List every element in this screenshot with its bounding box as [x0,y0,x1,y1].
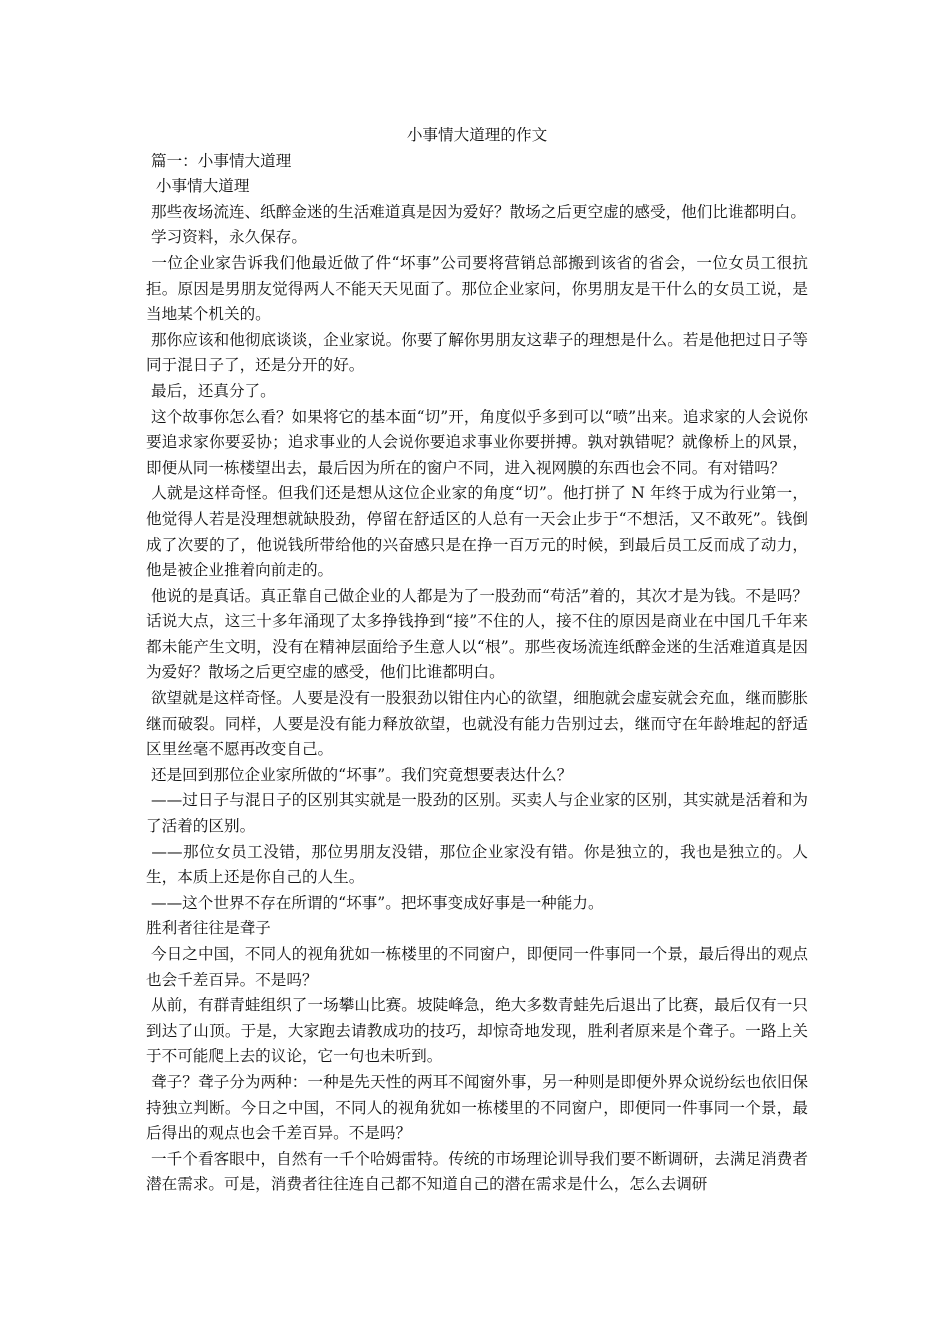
paragraph: 今日之中国，不同人的视角犹如一栋楼里的不同窗户，即便同一件事同一个景，最后得出的观点也会千差百异。不是吗？ [146,945,808,989]
paragraph: 这个故事你怎么看？如果将它的基本面“切”开，角度似乎多到可以“喷”出来。追求家的人会说你要追求家你要妥协；追求事业的人会说你要追求事业你要拼搏。孰对孰错呢？就像桥上的风景，即便从同一栋楼望出去，最后因为所在的窗户不同，进入视网膜的东西也会不同。有对错吗？ [146,407,808,477]
paragraph: 从前，有群青蛙组织了一场攀山比赛。坡陡峰急，绝大多数青蛙先后退出了比赛，最后仅有一只到达了山顶。于是，大家跑去请教成功的技巧，却惊奇地发现，胜利者原来是个聋子。一路上关于不可能爬上去的议论，它一句也未听到。 [146,996,808,1066]
paragraph: 学习资料，永久保存。 [146,228,307,247]
document-body [146,123,808,1198]
paragraph: 他说的是真话。真正靠自己做企业的人都是为了一股劲而“苟活”着的，其次才是为钱。不是吗？话说大点，这三十多年涌现了太多挣钱挣到“接”不住的人，接不住的原因是商业在中国几千年来都未能产生文明，没有在精神层面给予生意人以“根”。那些夜场流连纸醉金迷的生活难道真是因为爱好？散场之后更空虚的感受，他们比谁都明白。 [146,586,808,682]
paragraph: 人就是这样奇怪。但我们还是想从这位企业家的角度“切”。他打拼了 N 年终于成为行业第一，他觉得人若是没理想就缺股劲，停留在舒适区的人总有一天会止步于“不想活，又不敢死”。钱倒成了次要的了，他说钱所带给他的兴奋感只是在挣一百万元的时候，到最后员工反而成了动力，他是被企业推着向前走的。 [146,484,808,580]
paragraph: 小事情大道理 [146,177,250,196]
paragraph: 那你应该和他彻底谈谈，企业家说。你要了解你男朋友这辈子的理想是什么。若是他把过日子等同于混日子了，还是分开的好。 [146,330,808,375]
paragraph: 欲望就是这样奇怪。人要是没有一股狠劲以钳住内心的欲望，细胞就会虚妄就会充血，继而膨胀继而破裂。同样，人要是没有能力释放欲望，也就没有能力告别过去，继而守在年龄堆起的舒适区里丝毫不愿再改变自己。 [146,689,808,759]
paragraph: ——过日子与混日子的区别其实就是一股劲的区别。买卖人与企业家的区别，其实就是活着和为了活着的区别。 [146,791,808,836]
paragraph: 还是回到那位企业家所做的“坏事”。我们究竟想要表达什么？ [146,765,573,784]
paragraph: 一位企业家告诉我们他最近做了件“坏事”公司要将营销总部搬到该省的省会，一位女员工很抗拒。原因是男朋友觉得两人不能天天见面了。那位企业家问，你男朋友是干什么的女员工说，是当地某个机关的。 [146,253,808,324]
paragraph: 篇一：小事情大道理 [146,151,292,170]
paragraph: 最后，还真分了。 [146,381,276,400]
paragraph: 聋子？聋子分为两种：一种是先天性的两耳不闻窗外事，另一种则是即便外界众说纷纭也依旧保持独立判断。今日之中国，不同人的视角犹如一栋楼里的不同窗户，即便同一件事同一个景，最后得出的观点也会千差百异。不是吗？ [146,1072,808,1143]
paragraph: ——那位女员工没错，那位男朋友没错，那位企业家没有错。你是独立的，我也是独立的。人生，本质上还是你自己的人生。 [146,842,808,887]
paragraph: 一千个看客眼中，自然有一千个哈姆雷特。传统的市场理论训导我们要不断调研，去满足消费者潜在需求。可是，消费者往往连自己都不知道自己的潜在需求是什么，怎么去调研 [146,1149,808,1194]
paragraph: ——这个世界不存在所谓的“坏事”。把坏事变成好事是一种能力。 [146,893,604,912]
paragraph: 那些夜场流连、纸醉金迷的生活难道真是因为爱好？散场之后更空虚的感受，他们比谁都明白。 [146,202,806,221]
document-title: 小事情大道理的作文 [406,126,548,144]
section-heading: 胜利者往往是聋子 [146,919,271,938]
paragraph-list [146,149,808,1198]
